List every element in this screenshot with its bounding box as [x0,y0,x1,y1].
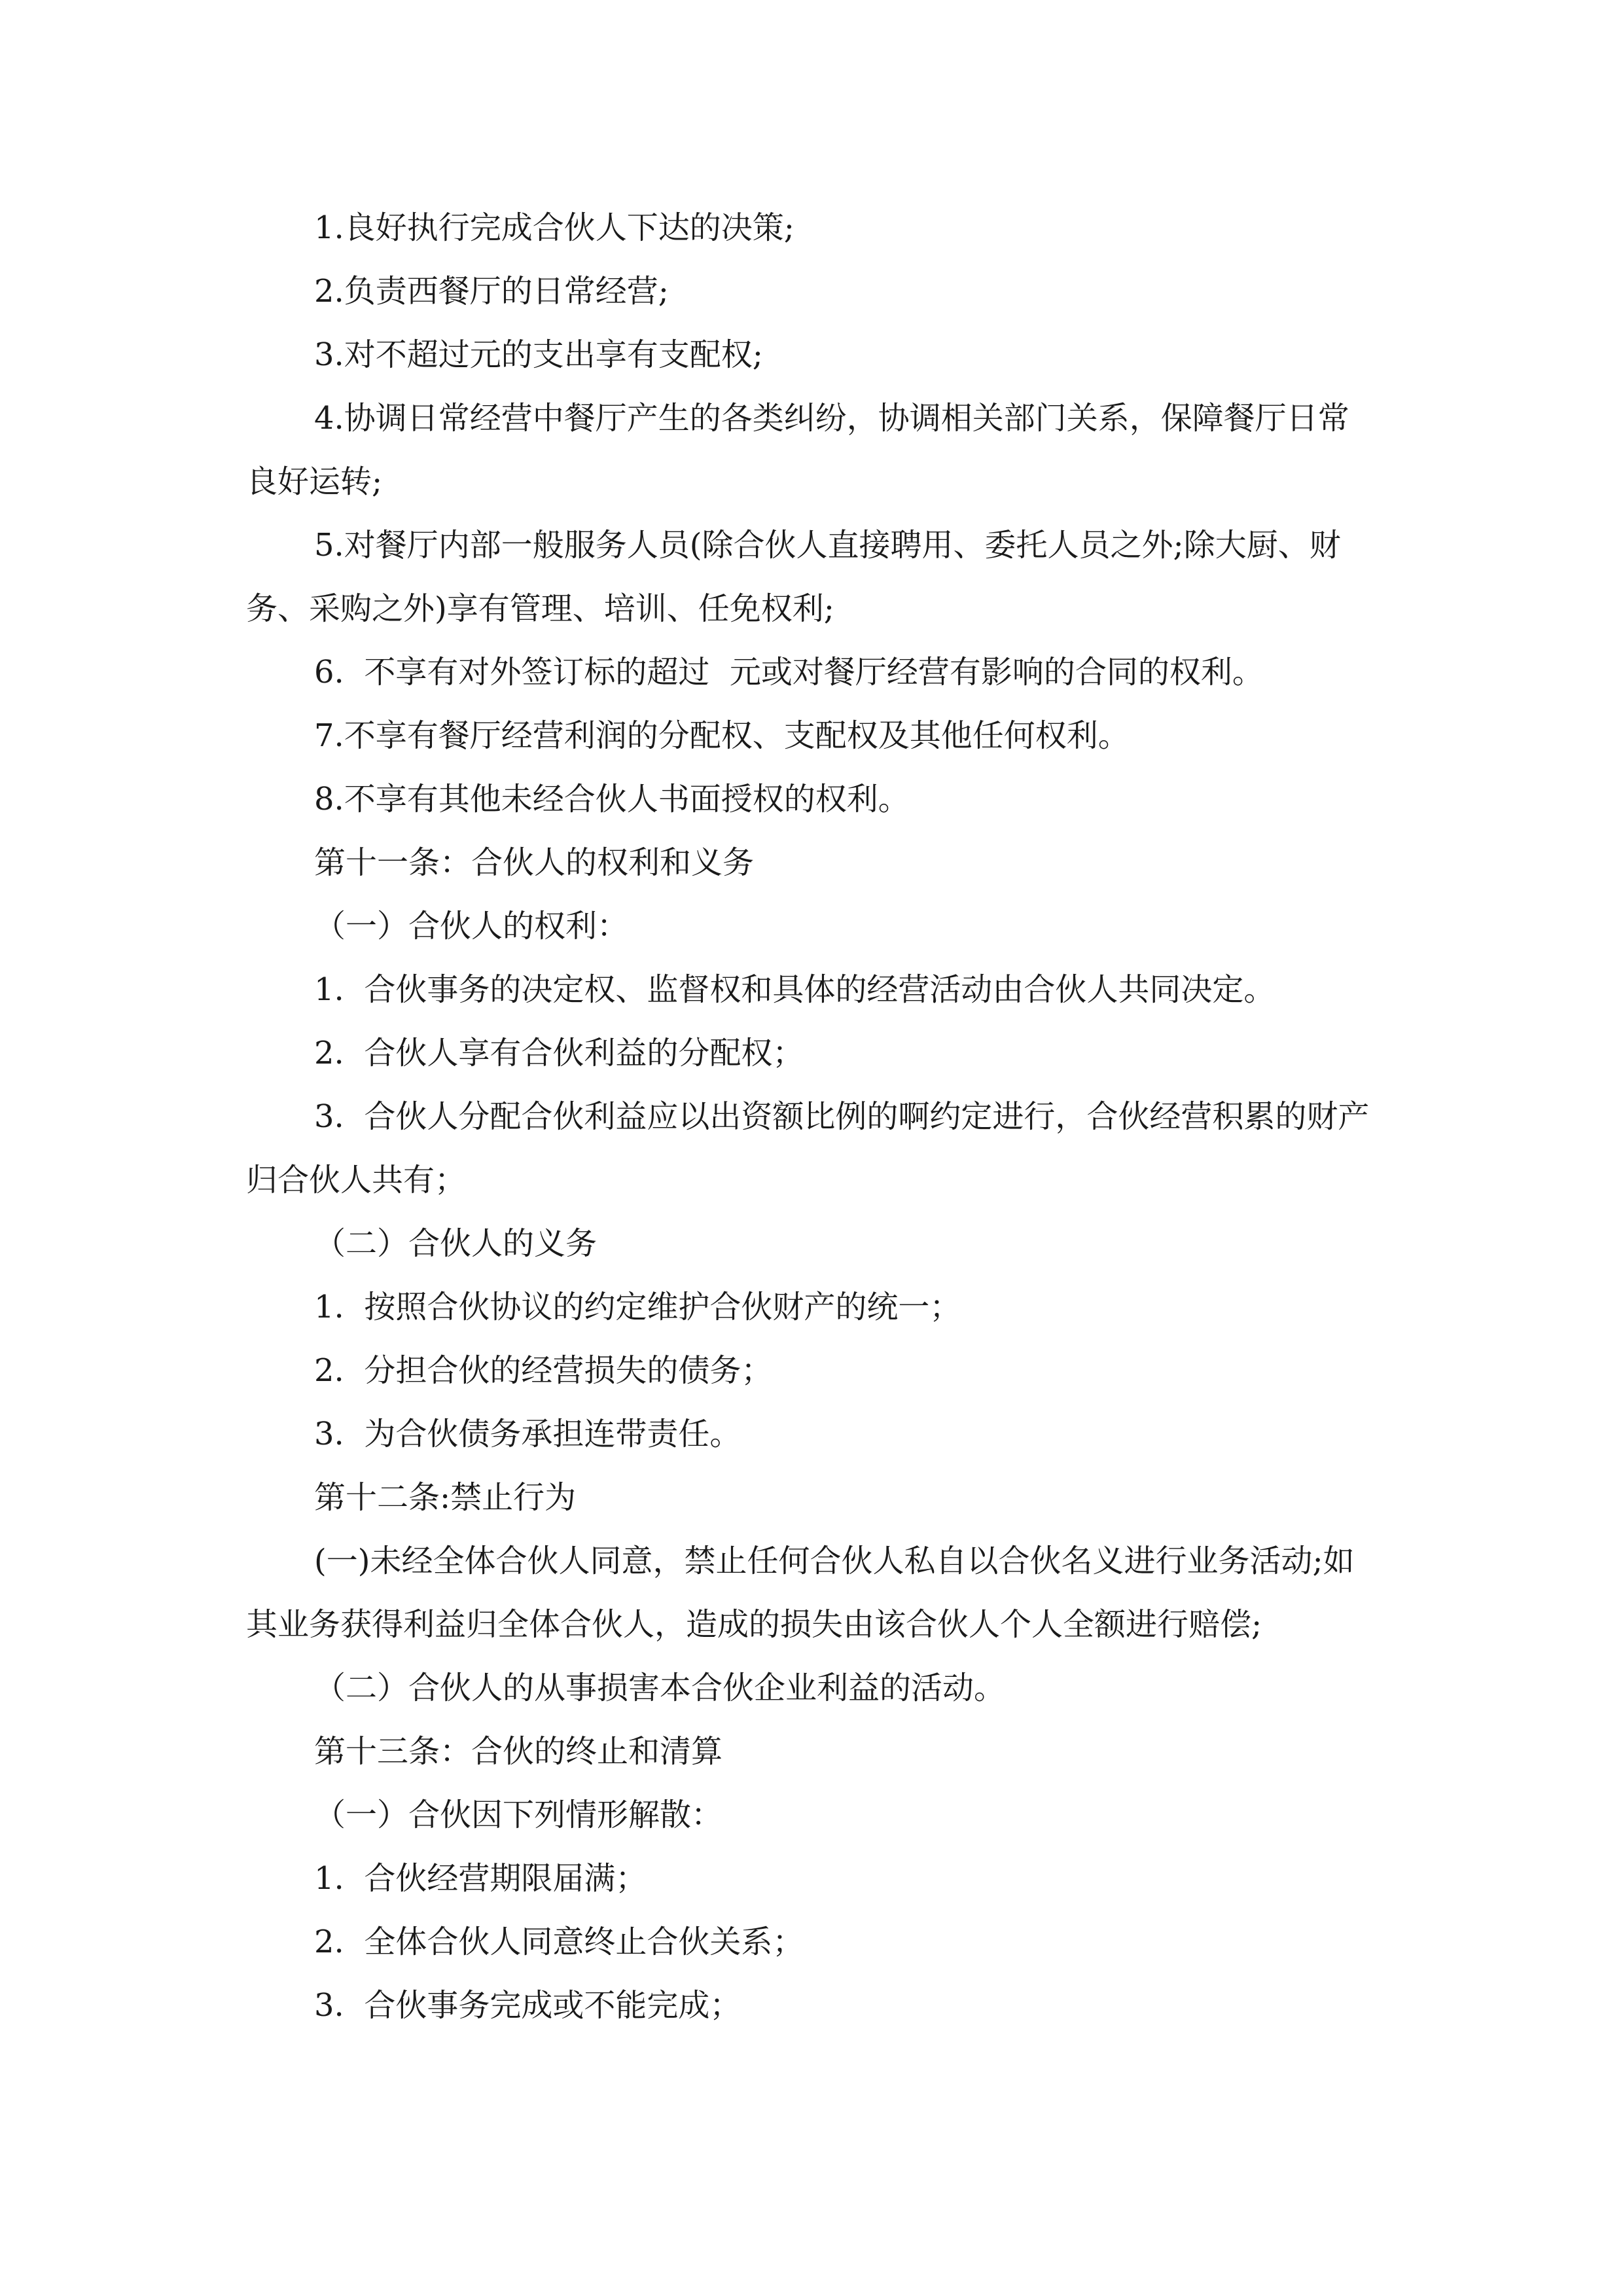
paragraph: 1.良好执行完成合伙人下达的决策; [314,209,794,246]
subsection-heading: （一）合伙人的权利： [314,908,629,944]
section-heading: 第十三条：合伙的终止和清算 [314,1733,723,1770]
paragraph: 2. 全体合伙人同意终止合伙关系； [314,1924,804,1960]
paragraph: 2.负责西餐厅的日常经营; [314,273,669,310]
section-heading: 第十二条:禁止行为 [314,1479,577,1516]
section-heading: 第十一条：合伙人的权利和义务 [314,844,755,881]
paragraph: 3. 合伙人分配合伙利益应以出资额比例的啊约定进行，合伙经营积累的财产归合伙人共有； [246,1098,1370,1198]
paragraph: 3. 为合伙债务承担连带责任。 [314,1416,741,1452]
paragraph: （二）合伙人的从事损害本合伙企业利益的活动。 [314,1670,1006,1706]
paragraph: 6. 不享有对外签订标的超过 元或对餐厅经营有影响的合同的权利。 [314,654,1264,691]
paragraph: 5.对餐厅内部一般服务人员(除合伙人直接聘用、委托人员之外;除大厨、财务、采购之外)享有管理、培训、任免权利; [246,527,1341,627]
paragraph: 3. 合伙事务完成或不能完成； [314,1987,741,2024]
paragraph: (一)未经全体合伙人同意，禁止任何合伙人私自以合伙名义进行业务活动;如其业务获得利益归全体合伙人，造成的损失由该合伙人个人全额进行赔偿; [246,1543,1355,1643]
paragraph: 2. 分担合伙的经营损失的债务； [314,1352,773,1389]
paragraph: 4.协调日常经营中餐厅产生的各类纠纷，协调相关部门关系，保障餐厅日常良好运转; [246,400,1349,500]
paragraph: 1. 合伙经营期限届满； [314,1860,647,1897]
paragraph: 1. 合伙事务的决定权、监督权和具体的经营活动由合伙人共同决定。 [314,971,1275,1008]
paragraph: 1. 按照合伙协议的约定维护合伙财产的统一； [314,1289,961,1325]
paragraph: 8.不享有其他未经合伙人书面授权的权利。 [314,781,910,817]
subsection-heading: （二）合伙人的义务 [314,1225,597,1262]
subsection-heading: （一）合伙因下列情形解散： [314,1797,723,1833]
document-body [246,196,1372,2037]
paragraph: 7.不享有餐厅经营利润的分配权、支配权及其他任何权利。 [314,717,1130,754]
paragraph: 3.对不超过元的支出享有支配权; [314,336,763,373]
paragraph: 2. 合伙人享有合伙利益的分配权； [314,1035,804,1071]
